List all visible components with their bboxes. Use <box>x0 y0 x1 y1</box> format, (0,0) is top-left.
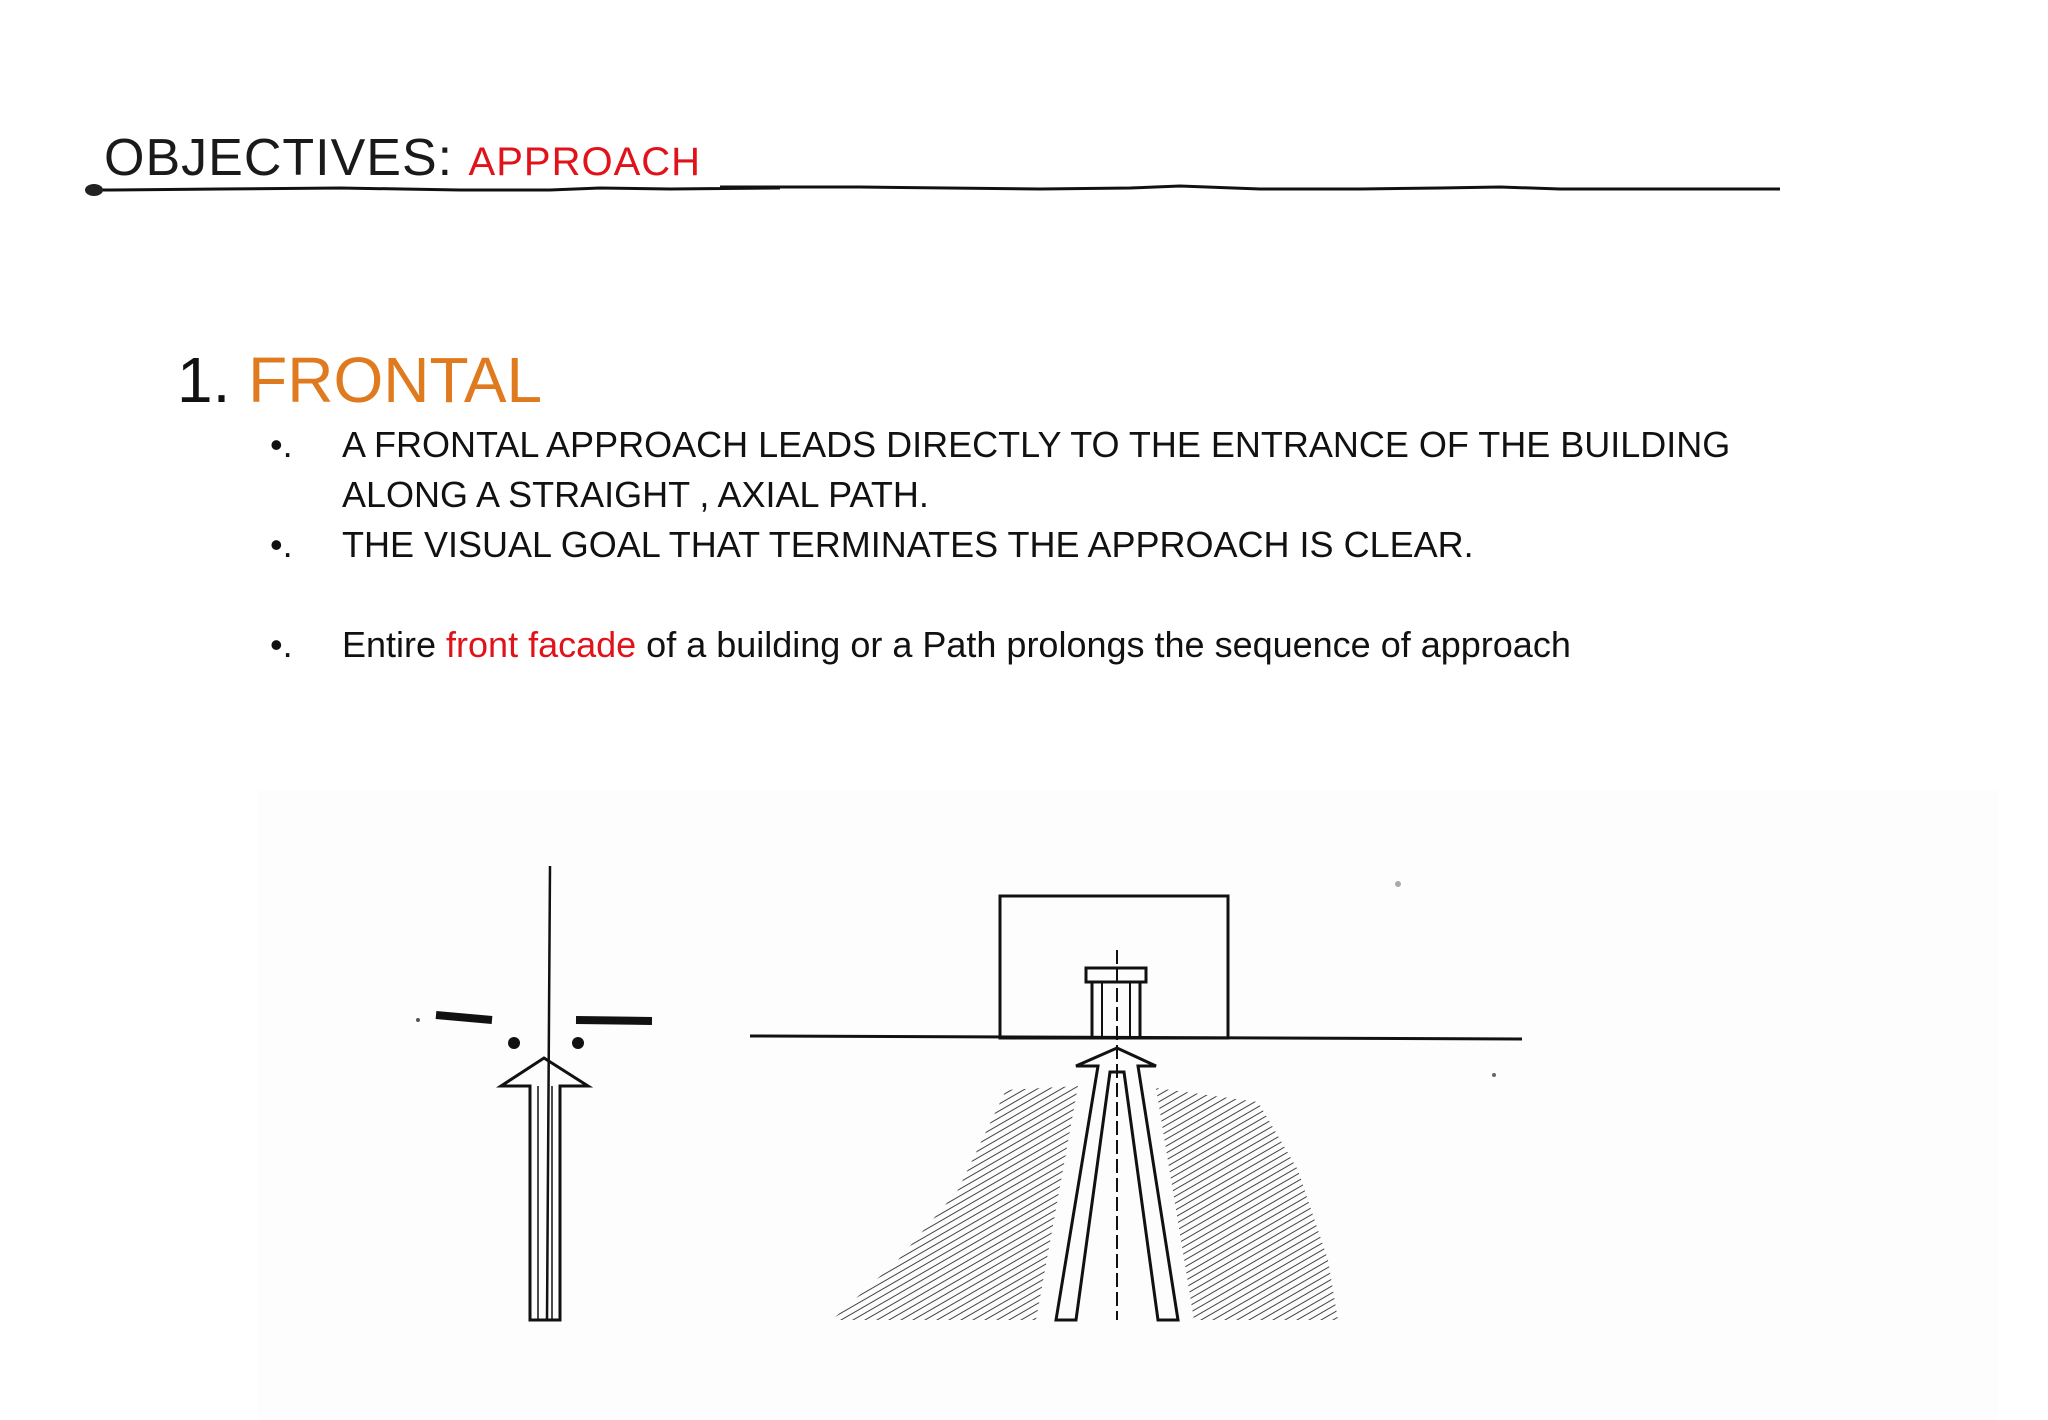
slide-title <box>104 126 1004 187</box>
bullet-text: THE VISUAL GOAL THAT TERMINATES THE APPROACH IS CLEAR. <box>342 524 1474 565</box>
bullet-marker: •. <box>270 524 293 565</box>
perspective-view <box>416 881 1522 1320</box>
bullet-item <box>270 520 1850 570</box>
bullet-text-post: of a building or a Path prolongs the sequence of approach <box>636 624 1571 665</box>
bullet-marker: •. <box>270 424 293 465</box>
heading-word: FRONTAL <box>248 344 543 416</box>
bullet-text: A FRONTAL APPROACH LEADS DIRECTLY TO THE ENTRANCE OF THE BUILDING ALONG A STRAIGHT , AXIAL PATH. <box>342 424 1731 515</box>
approach-diagram <box>258 790 1998 1420</box>
bullet-marker: •. <box>270 624 293 665</box>
heading-number: 1. <box>177 344 231 416</box>
approach-sketch <box>258 790 1998 1420</box>
section-heading <box>177 344 542 416</box>
bullet-item <box>270 620 1850 670</box>
bullet-list <box>270 420 1850 670</box>
title-accent: APPROACH <box>468 140 702 184</box>
bullet-item <box>270 420 1850 520</box>
title-main: OBJECTIVES: <box>104 129 469 187</box>
bullet-text-pre: Entire <box>342 624 447 665</box>
plan-view <box>436 866 652 1320</box>
title-underline <box>80 178 1790 202</box>
bullet-highlight: front facade <box>446 624 637 665</box>
